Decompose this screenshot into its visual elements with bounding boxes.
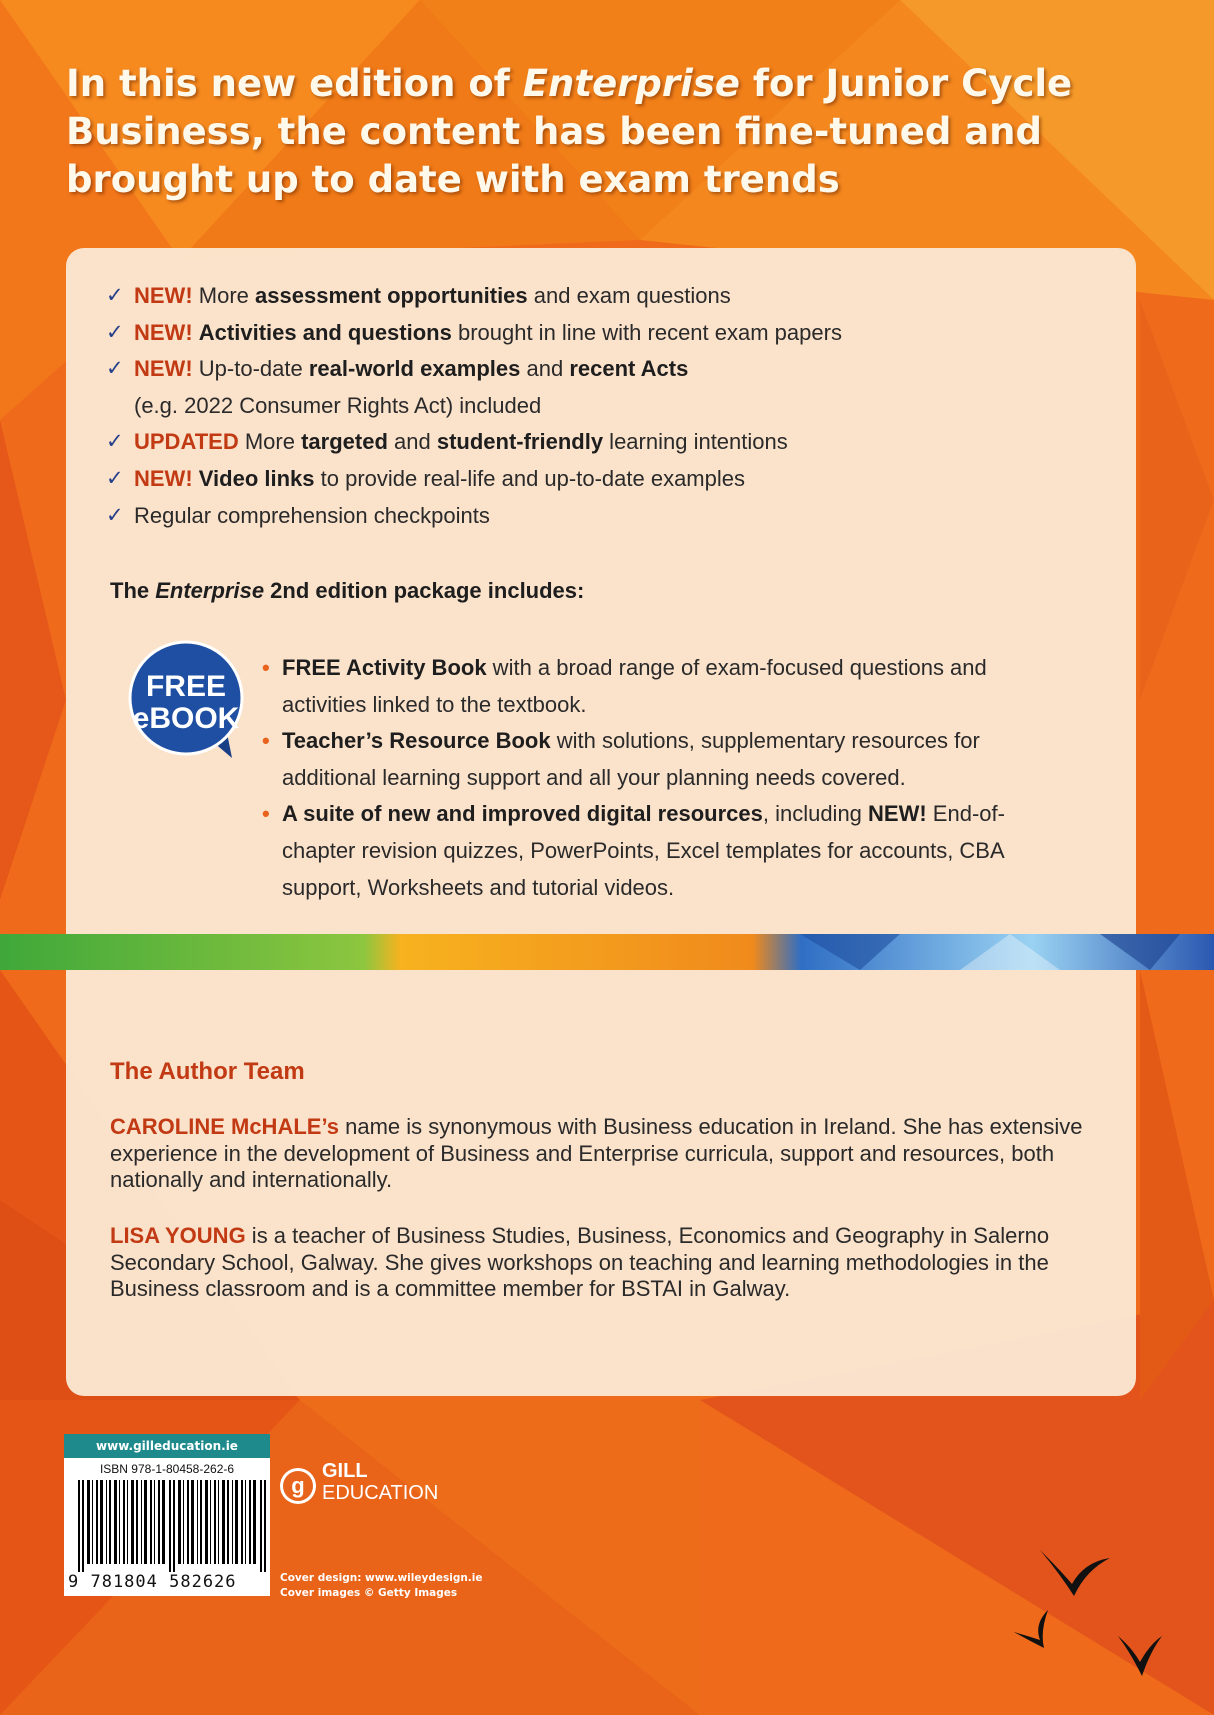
website-url: www.gilleducation.ie	[64, 1434, 270, 1458]
list-item: • FREE Activity Book with a broad range of exam-focused questions and activities linked to the textbook.	[262, 650, 1062, 723]
color-stripe	[0, 934, 1214, 970]
checkmark-icon: ✓	[106, 284, 124, 307]
author-bio-lisa: LISA YOUNG is a teacher of Business Studies, Business, Economics and Geography in Salerno Secondary School, Galway. She gives workshops on teaching and learning methodologies in the Business classroom and is a committee member for BSTAI in Galway.	[110, 1223, 1050, 1301]
checkmark-icon: ✓	[106, 320, 124, 344]
barcode-digits: 9 781804 582626	[68, 1572, 237, 1592]
bullet-icon: •	[262, 728, 270, 754]
package-heading: The Enterprise 2nd edition package includes:	[110, 578, 585, 603]
list-item: ✓ NEW! Activities and questions brought in line with recent exam papers	[106, 315, 1106, 352]
feature-list	[106, 278, 1106, 534]
list-item: ✓ UPDATED More targeted and student-friendly learning intentions	[106, 424, 1106, 461]
list-item: • Teacher’s Resource Book with solutions, supplementary resources for additional learning support and all your planning needs covered.	[262, 723, 1062, 796]
list-item: ✓ NEW! Video links to provide real-life and up-to-date examples	[106, 461, 1106, 498]
checkmark-icon: ✓	[106, 503, 124, 527]
barcode-panel	[64, 1434, 270, 1596]
checkmark-icon: ✓	[106, 357, 124, 381]
bullet-icon: •	[262, 655, 270, 680]
publisher-name: GILL	[322, 1460, 368, 1482]
isbn-number: ISBN 978-1-80458-262-6	[99, 1462, 235, 1476]
checkmark-icon: ✓	[106, 430, 124, 454]
publisher-subname: EDUCATION	[322, 1482, 439, 1504]
birds-decoration	[1000, 1540, 1180, 1690]
svg-text:FREE: FREE	[145, 670, 227, 703]
free-ebook-badge	[128, 640, 248, 764]
list-item: ✓ NEW! Up-to-date real-world examples and recent Acts (e.g. 2022 Consumer Rights Act) included	[106, 351, 1106, 424]
bullet-icon: •	[262, 801, 270, 827]
list-item: • A suite of new and improved digital resources, including NEW! End-of-chapter revision quizzes, PowerPoints, Excel templates for accounts, CBA support, Worksheets and tutorial videos.	[262, 796, 1062, 906]
headline: In this new edition of Enterprise for Junior Cycle Business, the content has been fine-tuned and brought up to date with exam trends	[66, 62, 1073, 201]
barcode-icon	[78, 1480, 266, 1572]
cover-images-credit: Cover images © Getty Images	[280, 1587, 458, 1599]
list-item: ✓ Regular comprehension checkpoints	[106, 498, 1106, 535]
checkmark-icon: ✓	[106, 466, 124, 490]
svg-text:g: g	[291, 1473, 305, 1498]
package-list	[262, 650, 1062, 906]
author-bio-caroline: CAROLINE McHALE’s name is synonymous with Business education in Ireland. She has extensive experience in the development of Business and Enterprise curricula, support and resources, both nationally and internationally.	[110, 1114, 1083, 1192]
cover-design-credit: Cover design: www.wileydesign.ie	[280, 1572, 483, 1584]
list-item: ✓ NEW! More assessment opportunities and exam questions	[106, 278, 1106, 315]
author-team-heading: The Author Team	[110, 1058, 305, 1085]
svg-text:eBOOK: eBOOK	[132, 702, 240, 735]
